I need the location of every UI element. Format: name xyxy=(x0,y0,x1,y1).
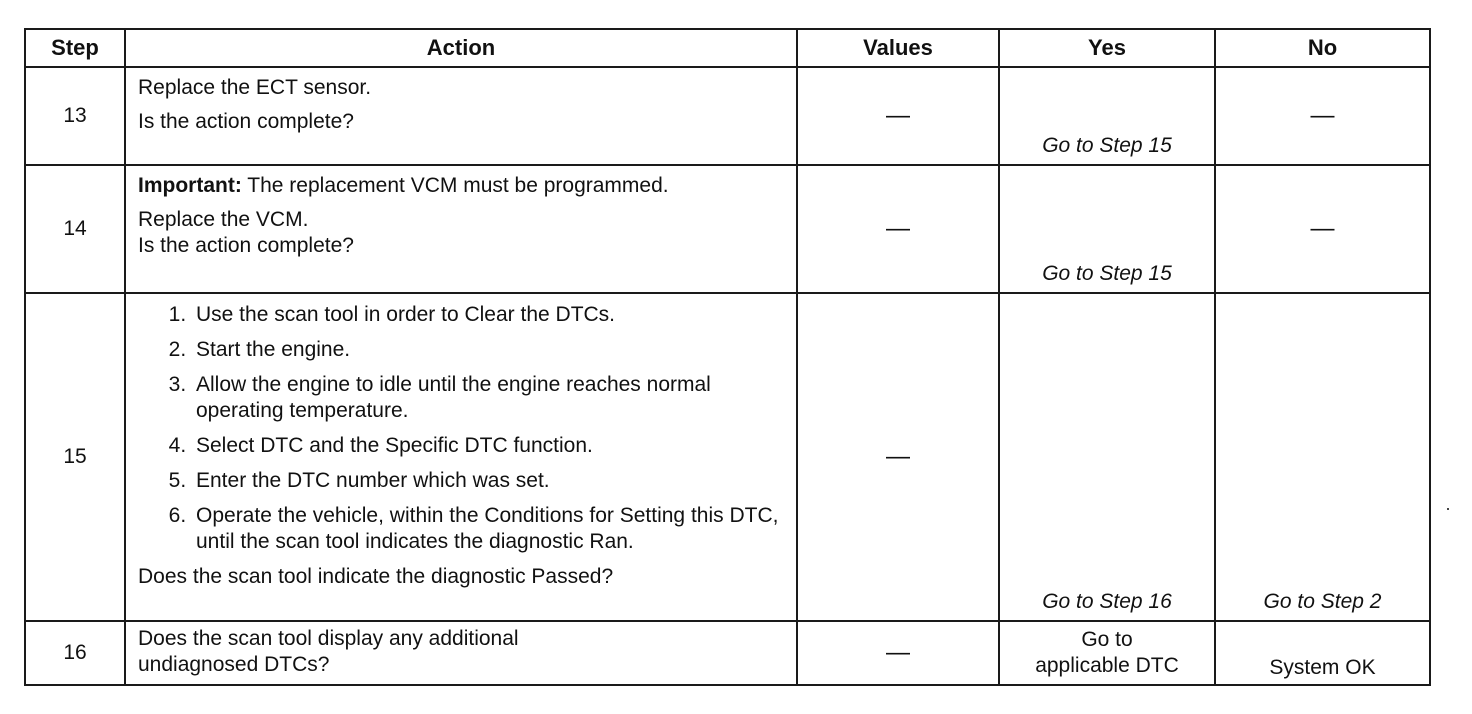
header-yes: Yes xyxy=(999,29,1215,67)
procedure-list xyxy=(138,302,786,555)
yes-cell: Go to Step 15 xyxy=(999,165,1215,293)
header-no: No xyxy=(1215,29,1430,67)
no-cell xyxy=(1215,621,1430,685)
step-number: 14 xyxy=(25,165,125,293)
no-cell: — xyxy=(1215,165,1430,293)
yes-line: Go to xyxy=(1081,628,1133,651)
action-question: Does the scan tool indicate the diagnostic Passed? xyxy=(138,565,614,588)
table-row xyxy=(25,621,1430,685)
list-item: 3. Allow the engine to idle until the engine reaches normal operating temperature. xyxy=(192,372,786,424)
important-note xyxy=(138,173,786,199)
action-cell xyxy=(125,621,797,685)
step-number: 16 xyxy=(25,621,125,685)
yes-cell xyxy=(999,621,1215,685)
no-text: System OK xyxy=(1269,656,1376,679)
list-item: 2. Start the engine. xyxy=(192,337,786,363)
no-cell: — xyxy=(1215,67,1430,165)
values-cell: — xyxy=(797,293,999,621)
values-cell: — xyxy=(797,165,999,293)
header-values: Values xyxy=(797,29,999,67)
header-step: Step xyxy=(25,29,125,67)
header-action: Action xyxy=(125,29,797,67)
table-row xyxy=(25,293,1430,621)
header-row xyxy=(25,29,1430,67)
action-cell xyxy=(125,165,797,293)
action-cell xyxy=(125,293,797,621)
no-cell: Go to Step 2 xyxy=(1215,293,1430,621)
scan-speck xyxy=(1447,508,1449,510)
yes-cell: Go to Step 16 xyxy=(999,293,1215,621)
important-label: Important: xyxy=(138,174,242,197)
action-cell xyxy=(125,67,797,165)
step-number: 15 xyxy=(25,293,125,621)
diagnostic-table xyxy=(24,28,1431,686)
important-text: The replacement VCM must be programmed. xyxy=(241,174,669,197)
list-item: 6. Operate the vehicle, within the Conditions for Setting this DTC, until the scan tool indicates the diagnostic Ran. xyxy=(192,503,786,555)
action-line: Replace the VCM. xyxy=(138,208,309,231)
values-cell: — xyxy=(797,621,999,685)
step-number: 13 xyxy=(25,67,125,165)
list-item: 5. Enter the DTC number which was set. xyxy=(192,468,786,494)
action-line: Replace the ECT sensor. xyxy=(138,76,372,99)
list-item: 4. Select DTC and the Specific DTC function. xyxy=(192,433,786,459)
table-row xyxy=(25,165,1430,293)
values-cell: — xyxy=(797,67,999,165)
yes-cell: Go to Step 15 xyxy=(999,67,1215,165)
action-line: Is the action complete? xyxy=(138,110,354,133)
list-item: 1. Use the scan tool in order to Clear the DTCs. xyxy=(192,302,786,328)
table-row xyxy=(25,67,1430,165)
action-line: undiagnosed DTCs? xyxy=(138,653,330,676)
action-line: Does the scan tool display any additional xyxy=(138,627,519,650)
yes-line: applicable DTC xyxy=(1035,654,1179,677)
action-line: Is the action complete? xyxy=(138,234,354,257)
